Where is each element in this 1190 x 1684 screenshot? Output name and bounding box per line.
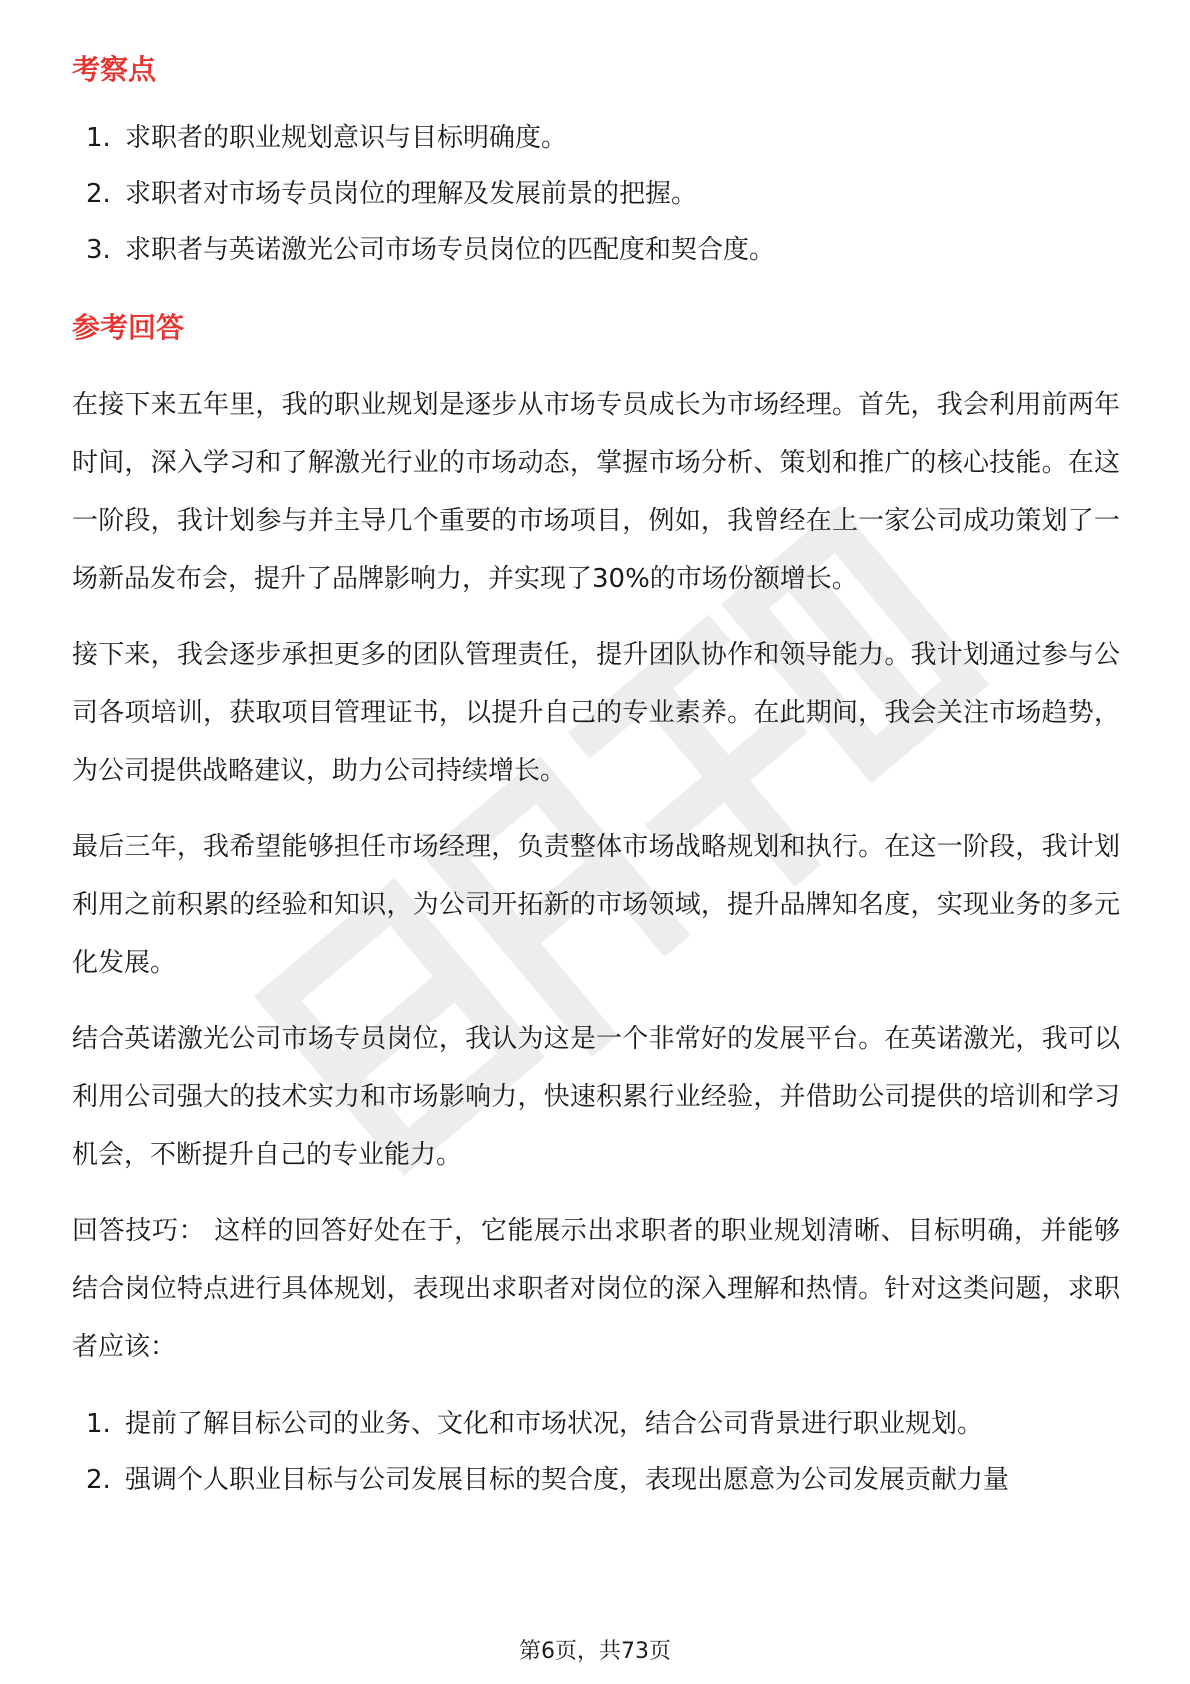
page-footer: 第6页，共73页 xyxy=(519,1639,671,1664)
answer-paragraph: 结合英诺激光公司市场专员岗位，我认为这是一个非常好的发展平台。在英诺激光，我可以利用公司强大的技术实力和市场影响力，快速积累行业经验，并借助公司提供的培训和学习机会，不断提升自己的专业能力。 xyxy=(72,1024,1120,1170)
list-item xyxy=(72,222,1120,278)
list-text: 强调个人职业目标与公司发展目标的契合度，表现出愿意为公司发展贡献力量 xyxy=(125,1465,1010,1495)
list-text: 求职者对市场专员岗位的理解及发展前景的把握。 xyxy=(125,179,698,209)
section-heading-answer: 参考回答 xyxy=(72,311,185,344)
list-item xyxy=(72,110,1120,166)
answer-paragraph: 接下来，我会逐步承担更多的团队管理责任，提升团队协作和领导能力。我计划通过参与公司各项培训，获取项目管理证书，以提升自己的专业素养。在此期间，我会关注市场趋势，为公司提供战略建议，助力公司持续增长。 xyxy=(72,640,1120,786)
list-number: 1. xyxy=(86,123,111,153)
list-text: 求职者与英诺激光公司市场专员岗位的匹配度和契合度。 xyxy=(125,235,776,265)
list-number: 1. xyxy=(86,1409,111,1439)
section-heading-focus: 考察点 xyxy=(72,53,157,86)
list-number: 2. xyxy=(86,179,111,209)
list-item xyxy=(72,1452,1120,1508)
list-item xyxy=(72,166,1120,222)
list-text: 求职者的职业规划意识与目标明确度。 xyxy=(125,123,568,153)
answer-paragraph: 最后三年，我希望能够担任市场经理，负责整体市场战略规划和执行。在这一阶段，我计划利用之前积累的经验和知识，为公司开拓新的市场领域，提升品牌知名度，实现业务的多元化发展。 xyxy=(72,832,1120,978)
list-number: 3. xyxy=(86,235,111,265)
list-item xyxy=(72,1396,1120,1452)
answer-tips-paragraph: 回答技巧： 这样的回答好处在于，它能展示出求职者的职业规划清晰、目标明确，并能够结合岗位特点进行具体规划，表现出求职者对岗位的深入理解和热情。针对这类问题，求职者应该： xyxy=(72,1216,1120,1362)
focus-list xyxy=(72,110,1120,278)
list-text: 提前了解目标公司的业务、文化和市场状况，结合公司背景进行职业规划。 xyxy=(125,1409,984,1439)
document-content xyxy=(72,48,1120,1508)
list-number: 2. xyxy=(86,1465,111,1495)
tips-list xyxy=(72,1396,1120,1508)
answer-paragraph: 在接下来五年里，我的职业规划是逐步从市场专员成长为市场经理。首先，我会利用前两年时间，深入学习和了解激光行业的市场动态，掌握市场分析、策划和推广的核心技能。在这一阶段，我计划参与并主导几个重要的市场项目，例如，我曾经在上一家公司成功策划了一场新品发布会，提升了品牌影响力，并实现了30%的市场份额增长。 xyxy=(72,390,1120,594)
